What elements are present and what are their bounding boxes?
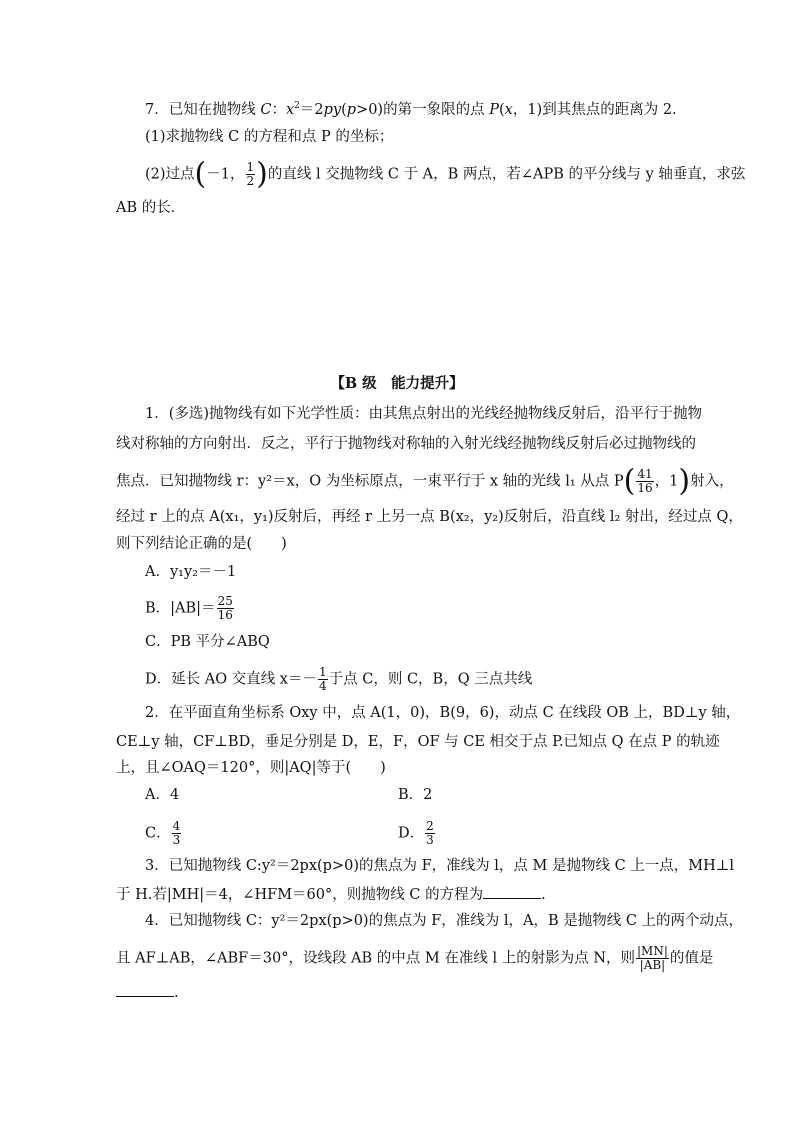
q4-line2-text: 且 AF⊥AB，∠ABF＝30°，设线段 AB 的中点 M 在准线 l 上的射影为点 N，则 — [116, 950, 636, 967]
q2-option-d-label: D． — [398, 825, 425, 842]
q1-option-d-rest: 于点 C，则 C，B，Q 三点共线 — [328, 671, 533, 688]
q1-option-c: C．PB 平分∠ABQ — [145, 634, 270, 650]
q2-line2: CE⊥y 轴，CF⊥BD，垂足分别是 D，E，F，OF 与 CE 相交于点 P.已知点 Q 在点 P 的轨迹 — [116, 734, 720, 750]
q1-option-d-fraction: $\frac{1}{4}$ — [319, 665, 327, 693]
q4-line3-end: . — [174, 985, 179, 1001]
q7-point-p: P — [489, 101, 499, 118]
section-title: 【B 级 能力提升】 — [330, 375, 464, 392]
q7-part2-lead: (2)过点 — [145, 166, 195, 183]
q4-answer-blank[interactable] — [116, 982, 174, 997]
q1-option-d — [145, 666, 532, 693]
q1-line5: 则下列结论正确的是( ) — [116, 536, 287, 552]
q1-option-b-text: B．|AB|＝ — [145, 600, 216, 617]
q1-line3-text: 焦点．已知抛物线 r：y²＝x，O 为坐标原点，一束平行于 x 轴的光线 l₁ 从点 P — [116, 473, 624, 490]
q7-coord-x: x — [504, 101, 513, 118]
q4-line2-end: 的值是 — [669, 950, 714, 967]
q1-line3-end: 射入， — [690, 473, 734, 490]
q7-part2-text: 的直线 l 交抛物线 C 于 A，B 两点，若∠APB 的平分线与 y 轴垂直，求弦 — [267, 166, 746, 183]
q2-option-c-label: C． — [145, 825, 171, 842]
q1-line3: 焦点．已知抛物线 r：y²＝x，O 为坐标原点，一束平行于 x 轴的光线 l₁ 从点 P( $\frac{41}{16}$ ，1)射入， — [116, 463, 734, 499]
q7-part2-cont: AB 的长． — [116, 200, 186, 216]
q7-cond-open: ( — [341, 101, 347, 118]
q7-coords-rest: ，1)到其焦点的距离为 2. — [512, 101, 677, 118]
q1-option-b-fraction: $\frac{25}{16}$ — [217, 594, 233, 622]
q1-point-y: ，1 — [654, 473, 679, 490]
q2-option-d-fraction: $\frac{2}{3}$ — [426, 819, 434, 847]
q2-line1: 2．在平面直角坐标系 Oxy 中，点 A(1，0)，B(9，6)，动点 C 在线段 OB 上，BD⊥y 轴， — [145, 705, 741, 721]
q7-part2: (2)过点(－1， $\frac{1}{2}$ )的直线 l 交抛物线 C 于 A，B 两点，若∠APB 的平分线与 y 轴垂直，求弦 — [145, 156, 746, 192]
q7-coords-open: ( — [498, 101, 505, 118]
q4-ratio-fraction: $\frac{|MN|}{|AB|}$ — [637, 944, 668, 972]
q1-point-fraction: $\frac{41}{16}$ — [637, 467, 653, 495]
q1-line4: 经过 r 上的点 A(x₁，y₁)反射后，再经 r 上另一点 B(x₂，y₂)反射后，沿直线 l₂ 射出，经过点 Q， — [116, 509, 743, 525]
q7-stem: 7．已知在抛物线 C：$x^2=2py(p>0)$的第一象限的点 P(x，1)到其焦点的距离为 2. — [145, 101, 677, 118]
q1-line1: 1．(多选)抛物线有如下光学性质：由其焦点射出的光线经抛物线反射后，沿平行于抛物 — [145, 406, 703, 422]
q7-stem-text: 7．已知在抛物线 — [145, 101, 261, 118]
q7-part1: (1)求抛物线 C 的方程和点 P 的坐标； — [145, 129, 394, 145]
q2-line3: 上，且∠OAQ＝120°，则|AQ|等于( ) — [116, 760, 386, 776]
q2-option-a: A．4 — [145, 787, 180, 803]
q7-cond-p: p — [346, 101, 357, 118]
q7-cond-close: >0)的第一象限的点 — [356, 101, 490, 118]
q2-option-c — [145, 820, 182, 847]
q3-answer-blank[interactable] — [483, 884, 541, 899]
q1-option-a: A．y₁y₂＝－1 — [145, 564, 237, 580]
q7-part2-fraction: $\frac{1}{2}$ — [246, 160, 255, 188]
q3-line2 — [116, 884, 546, 905]
q3-line2-text: 于 H.若|MH|＝4，∠HFM＝60°，则抛物线 C 的方程为 — [116, 887, 484, 903]
q7-eq-mid: ＝2 — [299, 101, 324, 118]
q2-option-c-fraction: $\frac{4}{3}$ — [172, 819, 181, 847]
q7-eq-x: x — [285, 101, 295, 118]
q3-line1: 3．已知抛物线 C:y²＝2px(p>0)的焦点为 F，准线为 l，点 M 是抛物线 C 上一点，MH⊥l — [145, 858, 735, 874]
q7-curve-name: C — [260, 101, 272, 118]
q7-colon: ： — [271, 101, 286, 118]
q1-option-d-text: D．延长 AO 交直线 x＝－ — [145, 671, 317, 688]
q7-part2-point: －1， — [206, 166, 245, 183]
q2-option-b: B．2 — [398, 787, 433, 803]
q4-line3 — [116, 982, 179, 1003]
q4-line1: 4．已知抛物线 C：y²＝2px(p>0)的焦点为 F，准线为 l，A，B 是抛物线 C 上的两个动点， — [145, 913, 744, 929]
q7-eq-py: py — [323, 101, 342, 118]
q3-line2-end: . — [541, 887, 546, 903]
q1-option-b — [145, 595, 235, 622]
q4-line2 — [116, 945, 713, 972]
q2-option-d — [398, 820, 436, 847]
q1-line2: 线对称轴的方向射出．反之，平行于抛物线对称轴的入射光线经抛物线反射后必过抛物线的 — [116, 436, 696, 452]
